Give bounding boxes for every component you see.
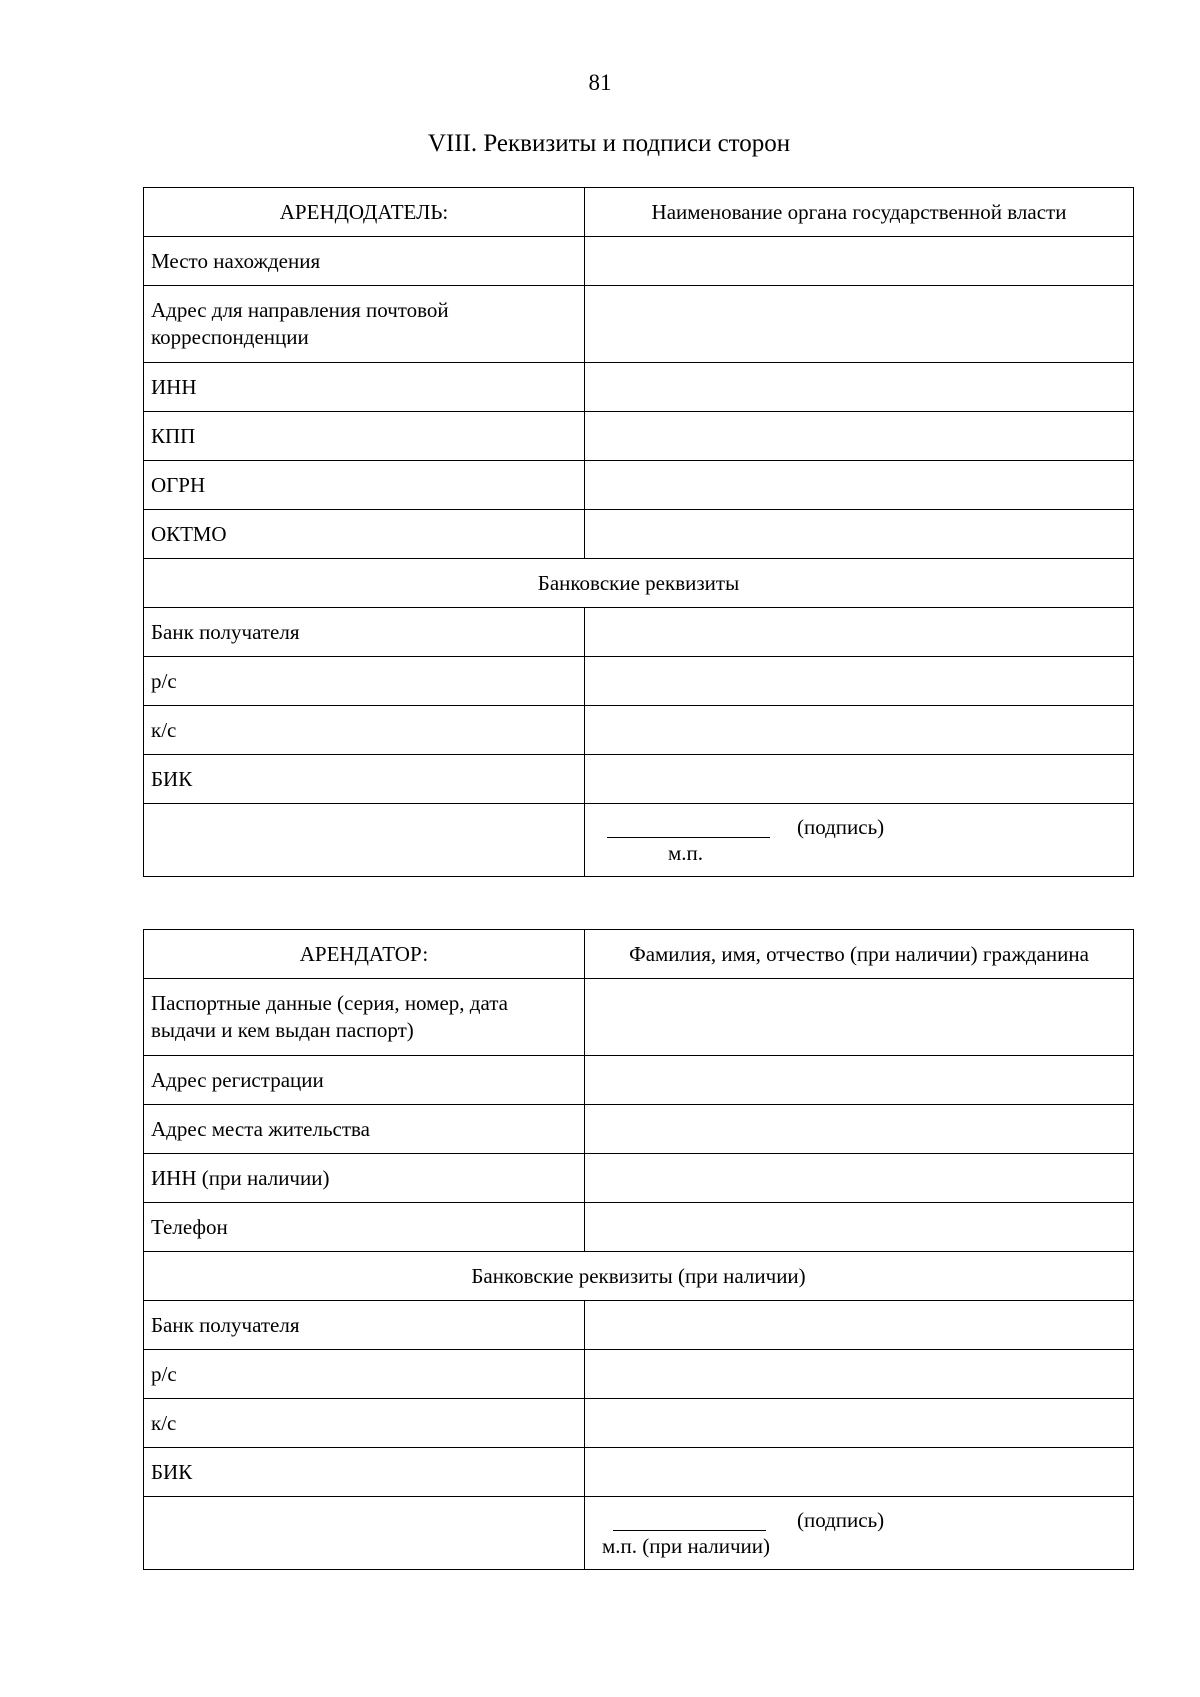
page-number: 81 [588, 70, 612, 95]
row-value-field[interactable] [585, 412, 1134, 461]
lessor-requisites-table [143, 187, 1134, 877]
table-row [144, 1203, 1134, 1252]
row-label: Банк получателя [144, 1301, 585, 1350]
row-label: Адрес для направления почтовой корреспонденции [144, 286, 585, 363]
lessee-header-label: АРЕНДАТОР: [144, 930, 585, 979]
bank-section-header-row [144, 559, 1134, 608]
row-value-field[interactable] [585, 1056, 1134, 1105]
row-value-field[interactable] [585, 657, 1134, 706]
row-value-field[interactable] [585, 755, 1134, 804]
table-row [144, 1105, 1134, 1154]
table-row [144, 1399, 1134, 1448]
row-label: Адрес регистрации [144, 1056, 585, 1105]
row-value-field[interactable] [585, 461, 1134, 510]
bank-section-header: Банковские реквизиты (при наличии) [144, 1252, 1134, 1301]
signature-row [144, 1497, 1134, 1570]
table-row [144, 1056, 1134, 1105]
signature-line[interactable] [613, 1530, 766, 1531]
bank-section-header-row [144, 1252, 1134, 1301]
bank-section-header: Банковские реквизиты [144, 559, 1134, 608]
row-label: КПП [144, 412, 585, 461]
signature-row [144, 804, 1134, 877]
row-value-field[interactable] [585, 1448, 1134, 1497]
row-label: Адрес места жительства [144, 1105, 585, 1154]
row-label: Телефон [144, 1203, 585, 1252]
row-value-field[interactable] [585, 1203, 1134, 1252]
signature-row-empty-cell [144, 804, 585, 877]
row-label: р/с [144, 1350, 585, 1399]
row-value-field[interactable] [585, 363, 1134, 412]
table-row [144, 461, 1134, 510]
row-label: р/с [144, 657, 585, 706]
stamp-label: м.п. [668, 841, 704, 865]
row-label: Паспортные данные (серия, номер, дата выдачи и кем выдан паспорт) [144, 979, 585, 1056]
row-label: ОКТМО [144, 510, 585, 559]
lessor-header-name: Наименование органа государственной власти [585, 188, 1134, 237]
row-value-field[interactable] [585, 1105, 1134, 1154]
row-value-field[interactable] [585, 608, 1134, 657]
signature-cell [585, 1497, 1134, 1570]
row-label: ОГРН [144, 461, 585, 510]
signature-row-empty-cell [144, 1497, 585, 1570]
table-row [144, 237, 1134, 286]
signature-label: (подпись) [797, 815, 885, 839]
row-label: Место нахождения [144, 237, 585, 286]
table-row [144, 1448, 1134, 1497]
row-value-field[interactable] [585, 1301, 1134, 1350]
signature-cell [585, 804, 1134, 877]
table-row [144, 363, 1134, 412]
row-value-field[interactable] [585, 510, 1134, 559]
lessee-header-name: Фамилия, имя, отчество (при наличии) гражданина [585, 930, 1134, 979]
table-row [144, 755, 1134, 804]
table-row [144, 412, 1134, 461]
table-row [144, 608, 1134, 657]
row-label: БИК [144, 1448, 585, 1497]
row-label: к/с [144, 1399, 585, 1448]
table-row [144, 657, 1134, 706]
row-value-field[interactable] [585, 979, 1134, 1056]
row-label: БИК [144, 755, 585, 804]
row-label: ИНН [144, 363, 585, 412]
section-title: VIII. Реквизиты и подписи сторон [427, 130, 791, 157]
table-row [144, 706, 1134, 755]
table-row [144, 1350, 1134, 1399]
row-value-field[interactable] [585, 1399, 1134, 1448]
row-value-field[interactable] [585, 286, 1134, 363]
signature-line[interactable] [607, 837, 770, 838]
signature-label: (подпись) [797, 1508, 885, 1532]
row-label: ИНН (при наличии) [144, 1154, 585, 1203]
table-header-row [144, 930, 1134, 979]
row-value-field[interactable] [585, 1350, 1134, 1399]
lessor-header-label: АРЕНДОДАТЕЛЬ: [144, 188, 585, 237]
table-row [144, 1301, 1134, 1350]
table-header-row [144, 188, 1134, 237]
table-row [144, 286, 1134, 363]
stamp-label: м.п. (при наличии) [602, 1534, 770, 1558]
table-row [144, 979, 1134, 1056]
lessee-requisites-table [143, 929, 1134, 1570]
row-label: Банк получателя [144, 608, 585, 657]
table-row [144, 1154, 1134, 1203]
row-label: к/с [144, 706, 585, 755]
table-row [144, 510, 1134, 559]
row-value-field[interactable] [585, 706, 1134, 755]
row-value-field[interactable] [585, 237, 1134, 286]
row-value-field[interactable] [585, 1154, 1134, 1203]
